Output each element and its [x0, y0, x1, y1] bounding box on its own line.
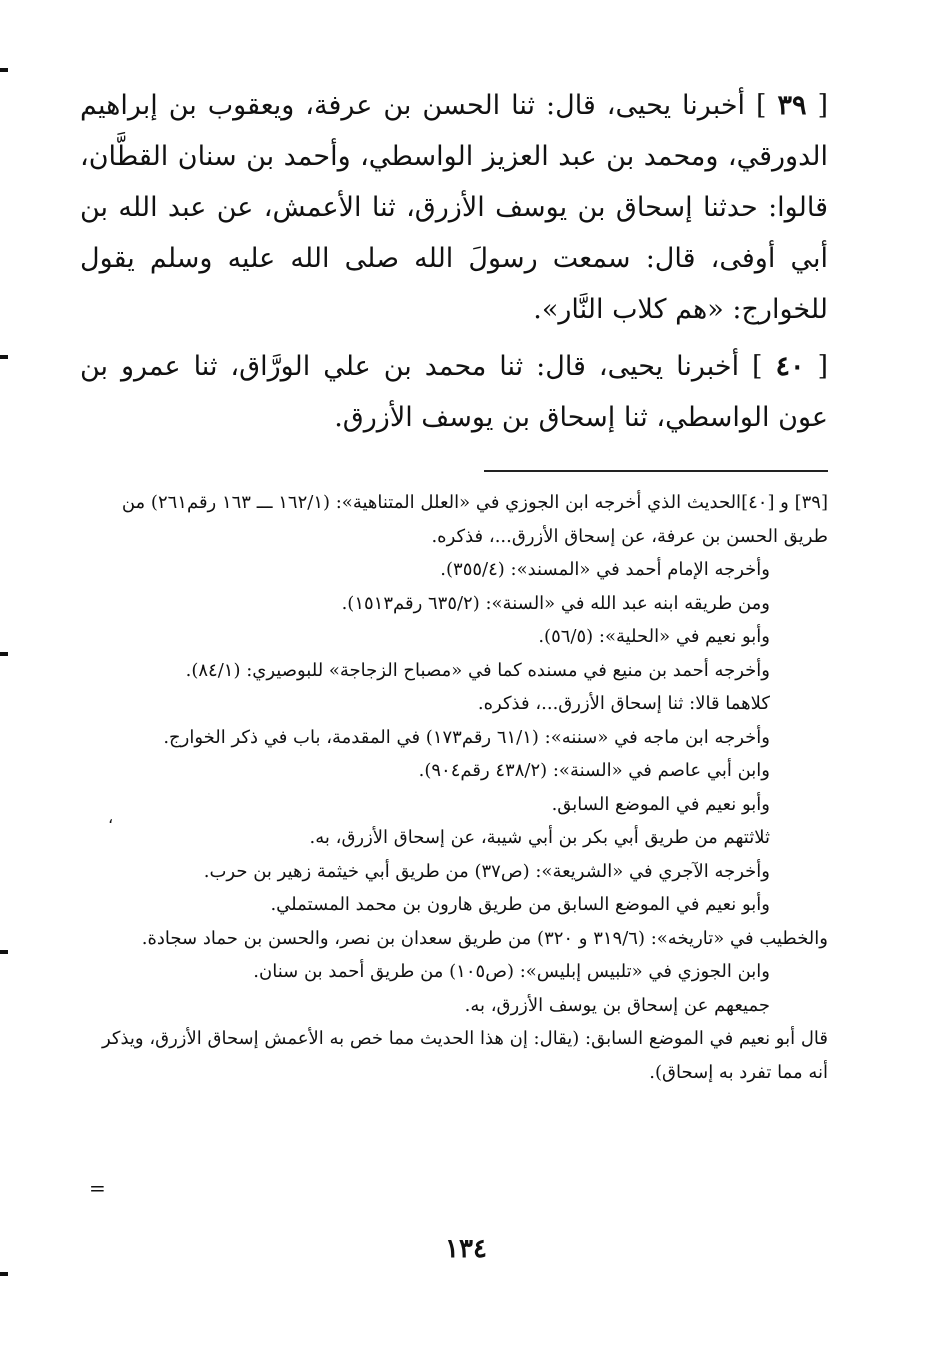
continuation-mark: = — [89, 1176, 106, 1200]
edge-mark — [0, 1272, 8, 1276]
footnote-line: وأخرجه أحمد بن منيع في مسنده كما في «مصباح الزجاجة» للبوصيري: (٨٤/١). — [185, 659, 770, 681]
footnote-line: وأخرجه الآجري في «الشريعة»: (ص٣٧) من طريق أبي خيثمة زهير بن حرب. — [203, 860, 770, 882]
hadith-number: ٤٠ — [775, 351, 805, 382]
footnote-line — [80, 486, 828, 553]
footnote-line: وأخرجه ابن ماجه في «سننه»: (٦١/١ رقم١٧٣) في المقدمة، باب في ذكر الخوارج. — [163, 726, 770, 748]
footnote-line: وابن أبي عاصم في «السنة»: (٤٣٨/٢ رقم٩٠٤). — [418, 760, 770, 781]
edge-mark — [0, 355, 8, 359]
footnote-text: الحديث الذي أخرجه ابن الجوزي في «العلل المتناهية»: (١٦٢/١ ـــ ١٦٣ رقم٢٦١) من طريق الحسن بن عرفة، عن إسحاق الأزرق...، فذكره. — [121, 492, 828, 547]
page-number: ١٣٤ — [445, 1234, 487, 1264]
footnote-line: كلاهما قالا: ثنا إسحاق الأزرق...، فذكره. — [477, 693, 770, 714]
hadith-number: ٣٩ — [777, 90, 807, 121]
footnote-separator — [484, 470, 828, 472]
hadith-text: أخبرنا يحيى، قال: ثنا الحسن بن عرفة، ويعقوب بن إبراهيم الدورقي، ومحمد بن عبد العزيز الواسطي، وأحمد بن سنان القطَّان، قالوا: حدثنا إسحاق بن يوسف الأزرق، ثنا الأعمش، عن عبد الله بن أبي أوفى، قال: سمعت رسولَ الله صلى الله عليه وسلم يقول للخوارج: «هم كلاب النَّار». — [80, 90, 828, 325]
footnote-line: جميعهم عن إسحاق بن يوسف الأزرق، به. — [464, 994, 770, 1016]
footnote-line: ومن طريقه ابنه عبد الله في «السنة»: (٦٣٥/٢ رقم١٥١٣). — [341, 592, 770, 614]
footnote-line: قال أبو نعيم في الموضع السابق: (يقال: إن هذا الحديث مما خص به الأعمش إسحاق الأزرق، ويذكر أنه مما تفرد به إسحاق). — [101, 1028, 828, 1083]
hadith-40: [ ٤٠ ] أخبرنا يحيى، قال: ثنا محمد بن علي الورَّاق، ثنا عمرو بن عون الواسطي، ثنا إسحاق بن يوسف الأزرق. — [80, 351, 828, 433]
hadith-39: [ ٣٩ ] أخبرنا يحيى، قال: ثنا الحسن بن عرفة، ويعقوب بن إبراهيم الدورقي، ومحمد بن عبد العزيز الواسطي، وأحمد بن سنان القطَّان، قالوا: حدثنا إسحاق بن يوسف الأزرق، ثنا الأعمش، عن عبد الله بن أبي أوفى، قال: سمعت رسولَ الله صلى الله عليه وسلم يقول للخوارج: «هم كلاب النَّار». — [80, 90, 828, 325]
edge-mark — [0, 652, 8, 656]
footnote-line: وأبو نعيم في الموضع السابق من طريق هارون بن محمد المستملي. — [270, 894, 770, 915]
footnotes — [80, 486, 828, 1089]
footnote-line: والخطيب في «تاريخه»: (٣١٩/٦ و ٣٢٠) من طريق سعدان بن نصر، والحسن بن حماد سجادة. — [141, 927, 828, 949]
footnote-line: وأبو نعيم في الموضع السابق. — [551, 793, 770, 815]
footnote-line: وأخرجه الإمام أحمد في «المسند»: (٣٥٥/٤). — [440, 559, 770, 580]
footnote-line: وأبو نعيم في «الحلية»: (٥٦/٥). — [538, 626, 770, 647]
footnote-line: وابن الجوزي في «تلبيس إبليس»: (ص١٠٥) من طريق أحمد بن سنان. — [253, 961, 770, 982]
edge-mark — [0, 68, 8, 72]
footnote-label: [٣٩] و [٤٠] — [741, 492, 828, 513]
hadith-text: أخبرنا يحيى، قال: ثنا محمد بن علي الورَّاق، ثنا عمرو بن عون الواسطي، ثنا إسحاق بن يوسف الأزرق. — [80, 351, 828, 433]
stray-mark: ، — [108, 808, 114, 827]
footnote-line: ثلاثتهم من طريق أبي بكر بن أبي شيبة، عن إسحاق الأزرق، به. — [309, 827, 770, 848]
edge-mark — [0, 950, 8, 954]
